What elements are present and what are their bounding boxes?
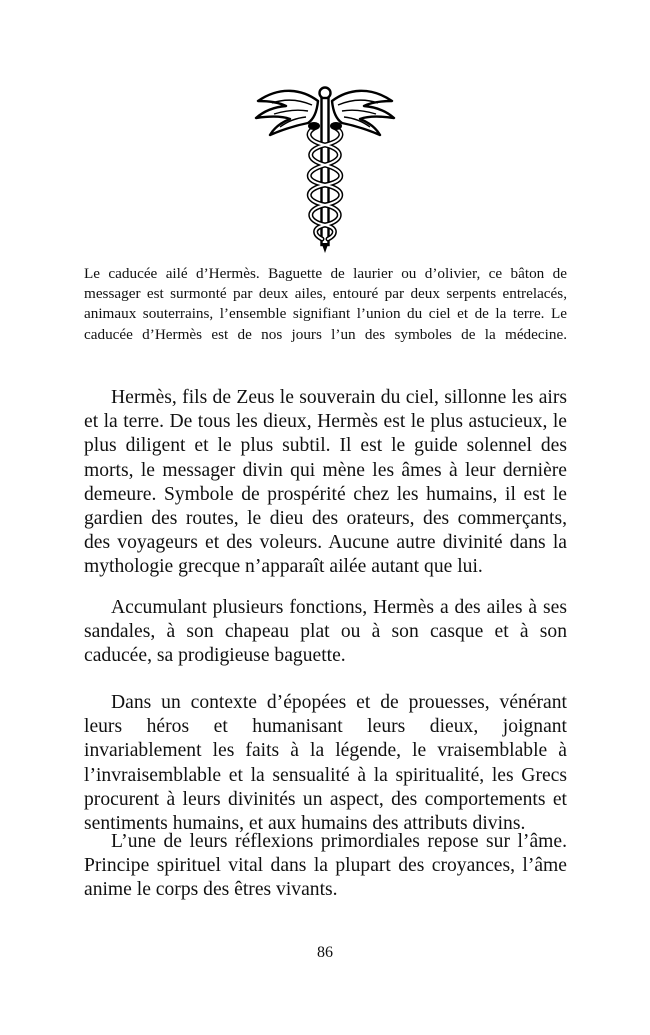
caduceus-illustration [250,83,400,255]
body-paragraph: L’une de leurs réflexions primordiales repose sur l’âme. Principe spirituel vital dans la plupart des croyances, l’âme anime le corps des êtres vivants. [84,831,567,901]
body-paragraph-4-block [84,830,567,903]
body-paragraph-2-block [84,596,567,669]
body-paragraph-1-block [84,386,567,580]
caduceus-icon [250,83,400,255]
body-paragraph-3-block [84,691,567,836]
body-paragraph: Hermès, fils de Zeus le souverain du ciel, sillonne les airs et la terre. De tous les dieux, Hermès est le plus astucieux, le plus diligent et le plus subtil. Il est le guide solennel des morts, le messager divin qui mène les âmes à leur dernière demeure. Symbole de prospérité chez les humains, il est le gardien des routes, le dieu des orateurs, des commerçants, des voyageurs et des voleurs. Aucune autre divinité dans la mythologie grecque n’apparaît ailée autant que lui. [84,387,567,578]
body-paragraph: Accumulant plusieurs fonctions, Hermès a des ailes à ses sandales, à son chapeau plat ou à son casque et à son caducée, sa prodigieuse baguette. [84,597,567,667]
page-number: 86 [317,944,333,961]
body-paragraph: Dans un contexte d’épopées et de prouesses, vénérant leurs héros et humanisant leurs dieux, joignant invariablement les faits à la légende, le vraisemblable à l’invraisemblable et la sensualité à la spiritualité, les Grecs procurent à leurs divinités un aspect, des comportements et sentiments humains, et aux humains des attributs divins. [84,692,567,835]
figure-caption: Le caducée ailé d’Hermès. Baguette de laurier ou d’olivier, ce bâton de messager est surmonté par deux ailes, entouré par deux serpents entrelacés, animaux souterrains, l’ensemble signifiant l’union du ciel et de la terre. Le caducée d’Hermès est de nos jours l’un des symboles de la médecine. [84,265,567,343]
